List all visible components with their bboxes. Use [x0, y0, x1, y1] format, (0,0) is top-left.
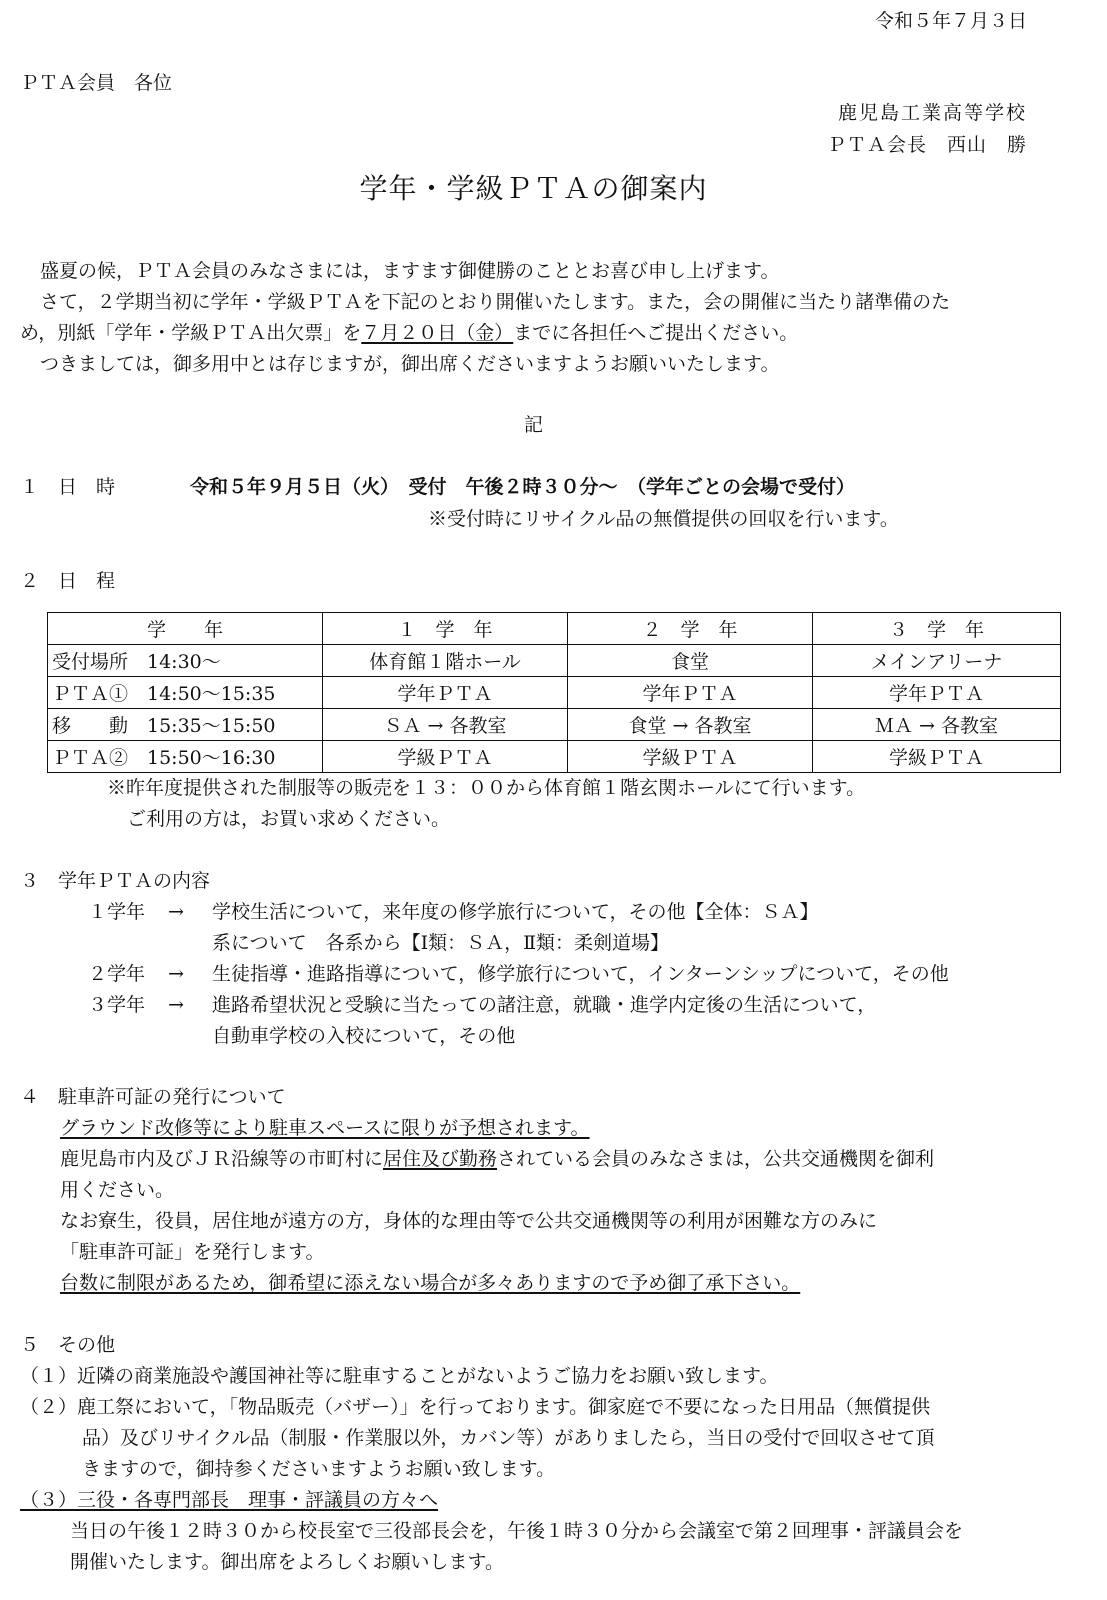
table-header-row	[48, 613, 1061, 645]
parking-text-part: 鹿児島市内及びＪＲ沿線等の市町村に	[60, 1148, 384, 1170]
uniform-sale-note: ※昨年度提供された制服等の販売を１３：００から体育館１階玄関ホールにて行います。	[107, 777, 866, 799]
intro-line: さて，２学期当初に学年・学級ＰＴＡを下記のとおり開催いたします。また，会の開催に当たり諸準備のた	[40, 291, 951, 313]
grade-label: １学年	[88, 901, 146, 923]
grade-label: ２学年	[88, 963, 146, 985]
parking-text: なお寮生，役員，居住地が遠方の方，身体的な理由等で公共交通機関等の利用が困難な方のみに	[60, 1210, 878, 1232]
table-cell: ＳＡ → 各教室	[323, 709, 568, 741]
header-cell: 学 年	[48, 613, 323, 645]
table-cell: 学年ＰＴＡ	[813, 677, 1061, 709]
intro-text: め，別紙「学年・学級ＰＴＡ出欠票」を	[20, 322, 362, 344]
ki-heading: 記	[524, 414, 544, 436]
table-row	[48, 645, 1061, 677]
officers-text: 当日の午後１２時３０から校長室で三役部長会を，午後１時３０分から会議室で第２回理事・評議員会を	[70, 1520, 964, 1542]
arrow-icon: →	[168, 963, 184, 985]
grade-content: 学校生活について，来年度の修学旅行について，その他【全体：ＳＡ】	[212, 901, 819, 923]
intro-text: までに各担任へご提出ください。	[513, 322, 799, 344]
table-cell: 食堂	[568, 645, 813, 677]
pta-president: ＰＴＡ会長 西山 勝	[826, 134, 1027, 156]
grade-content: 系について 各系から【Ⅰ類：ＳＡ，Ⅱ類：柔剣道場】	[212, 932, 670, 954]
table-row	[48, 677, 1061, 709]
section-5-label: ５ その他	[20, 1334, 116, 1356]
residence-work-emphasis: 居住及び勤務	[383, 1148, 498, 1170]
table-cell: 学級ＰＴＡ	[568, 741, 813, 773]
other-item-cont: きますので，御持参くださいますようお願い致します。	[82, 1458, 556, 1480]
parking-notice: グラウンド改修等により駐車スペースに限りが予想されます。	[60, 1117, 590, 1139]
parking-text: 「駐車許可証」を発行します。	[60, 1241, 325, 1263]
table-cell: ＭＡ → 各教室	[813, 709, 1061, 741]
school-name: 鹿児島工業高等学校	[837, 102, 1027, 124]
table-cell: 学年ＰＴＡ	[568, 677, 813, 709]
recipient: ＰＴＡ会員 各位	[20, 72, 173, 94]
grade-content: 進路希望状況と受験に当たっての諸注意，就職・進学内定後の生活について，	[212, 994, 877, 1016]
row-label-cell: ＰＴＡ① 14:50～15:35	[48, 677, 323, 709]
parking-limit-notice: 台数に制限があるため，御希望に添えない場合が多々ありますので予め御了承下さい。	[60, 1272, 801, 1294]
row-label-cell: ＰＴＡ② 15:50～16:30	[48, 741, 323, 773]
schedule-table	[47, 612, 1061, 773]
meeting-datetime: 令和５年９月５日（火） 受付 午後２時３０分～ （学年ごとの会場で受付）	[190, 476, 856, 498]
intro-line: つきましては，御多用中とは存じますが，御出席くださいますようお願いいたします。	[40, 353, 780, 375]
submission-deadline: ７月２０日（金）	[361, 322, 514, 344]
grade-label: ３学年	[88, 994, 146, 1016]
table-cell: 体育館１階ホール	[323, 645, 568, 677]
section-1-label: １ 日 時	[20, 476, 116, 498]
arrow-icon: →	[168, 901, 184, 923]
header-cell: １ 学 年	[323, 613, 568, 645]
other-item: （１）近隣の商業施設や護国神社等に駐車することがないようご協力をお願い致します。	[20, 1365, 779, 1387]
section-4-label: ４ 駐車許可証の発行について	[20, 1086, 286, 1108]
table-cell: 食堂 → 各教室	[568, 709, 813, 741]
document-date: 令和５年７月３日	[874, 10, 1027, 32]
other-item: （２）鹿工祭において，「物品販売（バザー）」を行っております。御家庭で不要になった日用品（無償提供	[20, 1396, 931, 1418]
table-cell: メインアリーナ	[813, 645, 1061, 677]
grade-content: 生徒指導・進路指導について，修学旅行について，インターンシップについて，その他	[212, 963, 949, 985]
table-row	[48, 741, 1061, 773]
grade-content: 自動車学校の入校について，その他	[212, 1025, 516, 1047]
reception-note: ※受付時にリサイクル品の無償提供の回収を行います。	[428, 508, 899, 530]
intro-line: 盛夏の候，ＰＴＡ会員のみなさまには，ますます御健勝のこととお喜び申し上げます。	[40, 260, 780, 282]
header-cell: ２ 学 年	[568, 613, 813, 645]
other-item-cont: 品）及びリサイクル品（制服・作業服以外，カバン等）がありましたら，当日の受付で回収させて頂	[82, 1427, 935, 1449]
officers-text: 開催いたします。御出席をよろしくお願いします。	[70, 1551, 504, 1573]
table-row	[48, 709, 1061, 741]
section-2-label: ２ 日 程	[20, 570, 116, 592]
uniform-sale-note: ご利用の方は，お買い求めください。	[127, 808, 451, 830]
table-cell: 学級ＰＴＡ	[323, 741, 568, 773]
header-cell: ３ 学 年	[813, 613, 1061, 645]
arrow-icon: →	[168, 994, 184, 1016]
parking-text-part: されている会員のみなさまは，公共交通機関を御利	[497, 1148, 935, 1170]
parking-text: 用ください。	[60, 1179, 175, 1201]
table-cell: 学年ＰＴＡ	[323, 677, 568, 709]
section-3-label: ３ 学年ＰＴＡの内容	[20, 870, 211, 892]
intro-line	[20, 320, 798, 346]
row-label-cell: 移 動 15:35～15:50	[48, 709, 323, 741]
officers-heading: （３）三役・各専門部長 理事・評議員の方々へ	[20, 1489, 439, 1511]
page-title: 学年・学級ＰＴＡの御案内	[359, 172, 708, 205]
parking-text	[60, 1146, 934, 1172]
row-label-cell: 受付場所 14:30～	[48, 645, 323, 677]
table-cell: 学級ＰＴＡ	[813, 741, 1061, 773]
